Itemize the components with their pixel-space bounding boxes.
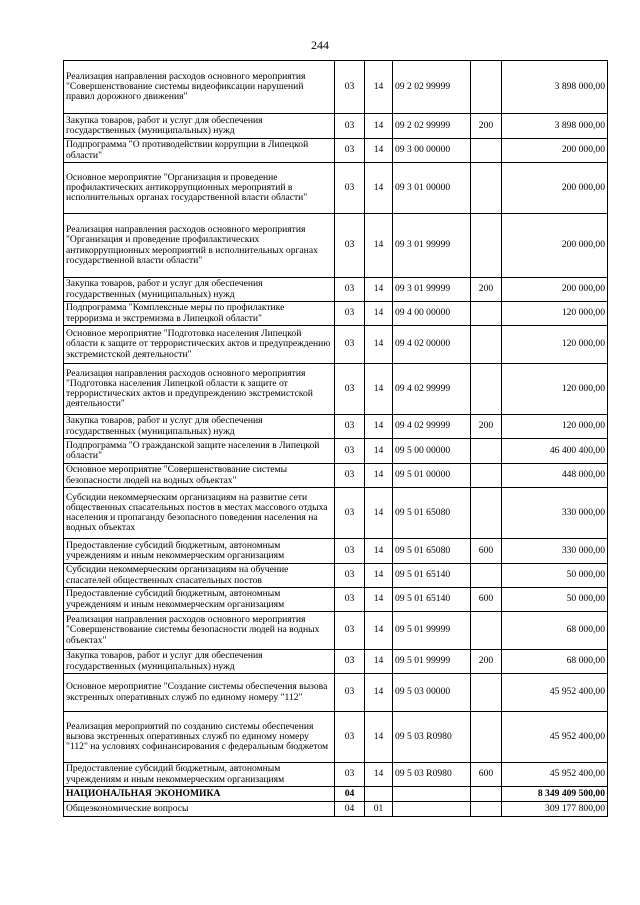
amount-cell: 200 000,00 [502, 214, 608, 278]
target-article-cell: 09 2 02 99999 [393, 114, 471, 139]
section-code-cell: 03 [335, 364, 365, 415]
subsection-code-cell: 14 [365, 712, 393, 763]
amount-cell: 3 898 000,00 [502, 61, 608, 114]
expense-name-cell: Подпрограмма "О гражданской защите населения в Липецкой области" [64, 439, 335, 464]
section-code-cell: 03 [335, 564, 365, 588]
subsection-code-cell: 01 [365, 802, 393, 817]
expense-name-cell: НАЦИОНАЛЬНАЯ ЭКОНОМИКА [64, 787, 335, 802]
subsection-code-cell: 14 [365, 415, 393, 439]
expense-type-cell [471, 612, 502, 650]
amount-cell: 120 000,00 [502, 326, 608, 364]
section-code-cell: 03 [335, 674, 365, 712]
section-code-cell: 03 [335, 612, 365, 650]
section-code-cell: 03 [335, 278, 365, 302]
expense-type-cell [471, 802, 502, 817]
table-row [64, 712, 608, 763]
amount-cell: 46 400 400,00 [502, 439, 608, 464]
amount-cell: 45 952 400,00 [502, 763, 608, 787]
amount-cell: 120 000,00 [502, 415, 608, 439]
expense-name-cell: Закупка товаров, работ и услуг для обеспечения государственных (муниципальных) нужд [64, 650, 335, 674]
expense-name-cell: Закупка товаров, работ и услуг для обеспечения государственных (муниципальных) нужд [64, 415, 335, 439]
section-code-cell: 03 [335, 302, 365, 326]
target-article-cell: 09 3 01 99999 [393, 278, 471, 302]
table-row [64, 488, 608, 539]
target-article-cell [393, 787, 471, 802]
section-code-cell: 03 [335, 415, 365, 439]
table-row [64, 61, 608, 114]
subsection-code-cell: 14 [365, 488, 393, 539]
subsection-code-cell: 14 [365, 464, 393, 488]
table-row [64, 650, 608, 674]
subsection-code-cell [365, 787, 393, 802]
expense-type-cell [471, 439, 502, 464]
target-article-cell: 09 5 01 65080 [393, 488, 471, 539]
amount-cell: 68 000,00 [502, 612, 608, 650]
expense-type-cell [471, 674, 502, 712]
amount-cell: 330 000,00 [502, 539, 608, 564]
amount-cell: 200 000,00 [502, 139, 608, 163]
expense-name-cell: Основное мероприятие "Организация и проведение профилактических антикоррупционных мероприятий в исполнительных органах государственной власти области" [64, 163, 335, 214]
subsection-code-cell: 14 [365, 650, 393, 674]
target-article-cell: 09 4 02 00000 [393, 326, 471, 364]
table-row [64, 302, 608, 326]
target-article-cell [393, 802, 471, 817]
table-row [64, 278, 608, 302]
expense-name-cell: Основное мероприятие "Совершенствование системы безопасности людей на водных объектах" [64, 464, 335, 488]
section-code-cell: 03 [335, 464, 365, 488]
subsection-code-cell: 14 [365, 564, 393, 588]
section-code-cell: 03 [335, 488, 365, 539]
section-code-cell: 03 [335, 214, 365, 278]
target-article-cell: 09 4 02 99999 [393, 415, 471, 439]
expense-type-cell [471, 712, 502, 763]
subsection-code-cell: 14 [365, 139, 393, 163]
table-row [64, 439, 608, 464]
target-article-cell: 09 5 01 65140 [393, 564, 471, 588]
section-code-cell: 03 [335, 114, 365, 139]
target-article-cell: 09 5 03 R0980 [393, 763, 471, 787]
subsection-code-cell: 14 [365, 278, 393, 302]
budget-table-body [64, 61, 608, 817]
expense-name-cell: Реализация мероприятий по созданию системы обеспечения вызова экстренных оперативных служб по единому номеру "112" на условиях софинансирования с федеральным бюджетом [64, 712, 335, 763]
amount-cell: 68 000,00 [502, 650, 608, 674]
expense-type-cell: 600 [471, 588, 502, 612]
expense-name-cell: Реализация направления расходов основного мероприятия "Подготовка населения Липецкой области к защите от террористических актов и предупреждению экстремистской деятельности" [64, 364, 335, 415]
section-code-cell: 03 [335, 139, 365, 163]
expense-name-cell: Субсидии некоммерческим организациям на обучение спасателей общественных спасательных постов [64, 564, 335, 588]
subsection-code-cell: 14 [365, 163, 393, 214]
amount-cell: 50 000,00 [502, 564, 608, 588]
amount-cell: 3 898 000,00 [502, 114, 608, 139]
subsection-code-cell: 14 [365, 588, 393, 612]
expense-type-cell [471, 364, 502, 415]
expense-type-cell [471, 61, 502, 114]
target-article-cell: 09 5 01 00000 [393, 464, 471, 488]
target-article-cell: 09 3 00 00000 [393, 139, 471, 163]
section-code-cell: 03 [335, 588, 365, 612]
expense-type-cell [471, 787, 502, 802]
section-code-cell: 03 [335, 650, 365, 674]
target-article-cell: 09 4 02 99999 [393, 364, 471, 415]
amount-cell: 45 952 400,00 [502, 674, 608, 712]
table-row [64, 674, 608, 712]
expense-type-cell [471, 214, 502, 278]
table-row [64, 326, 608, 364]
expense-name-cell: Предоставление субсидий бюджетным, автономным учреждениям и иным некоммерческим организациям [64, 539, 335, 564]
table-row [64, 612, 608, 650]
amount-cell: 330 000,00 [502, 488, 608, 539]
target-article-cell: 09 5 01 65080 [393, 539, 471, 564]
table-row [64, 763, 608, 787]
amount-cell: 8 349 409 500,00 [502, 787, 608, 802]
amount-cell: 200 000,00 [502, 278, 608, 302]
table-row [64, 787, 608, 802]
expense-name-cell: Предоставление субсидий бюджетным, автономным учреждениям и иным некоммерческим организациям [64, 763, 335, 787]
expense-type-cell [471, 488, 502, 539]
table-row [64, 564, 608, 588]
table-row [64, 415, 608, 439]
subsection-code-cell: 14 [365, 612, 393, 650]
table-row [64, 802, 608, 817]
amount-cell: 448 000,00 [502, 464, 608, 488]
expense-name-cell: Общеэкономические вопросы [64, 802, 335, 817]
expense-name-cell: Реализация направления расходов основного мероприятия "Организация и проведение профилактических антикоррупционных мероприятий в исполнительных органах государственной власти области" [64, 214, 335, 278]
table-row [64, 139, 608, 163]
subsection-code-cell: 14 [365, 439, 393, 464]
table-row [64, 114, 608, 139]
subsection-code-cell: 14 [365, 763, 393, 787]
expense-name-cell: Реализация направления расходов основного мероприятия "Совершенствование системы безопасности людей на водных объектах" [64, 612, 335, 650]
page-number: 244 [311, 38, 329, 52]
section-code-cell: 03 [335, 439, 365, 464]
section-code-cell: 03 [335, 326, 365, 364]
subsection-code-cell: 14 [365, 302, 393, 326]
table-row [64, 214, 608, 278]
target-article-cell: 09 5 01 99999 [393, 612, 471, 650]
amount-cell: 200 000,00 [502, 163, 608, 214]
expense-name-cell: Реализация направления расходов основного мероприятия "Совершенствование системы видеофиксации нарушений правил дорожного движения" [64, 61, 335, 114]
expense-type-cell [471, 564, 502, 588]
expense-type-cell: 600 [471, 763, 502, 787]
section-code-cell: 04 [335, 802, 365, 817]
expense-name-cell: Основное мероприятие "Подготовка населения Липецкой области к защите от террористических актов и предупреждению экстремистской деятельности" [64, 326, 335, 364]
target-article-cell: 09 2 02 99999 [393, 61, 471, 114]
target-article-cell: 09 3 01 99999 [393, 214, 471, 278]
budget-table [63, 60, 608, 817]
target-article-cell: 09 5 03 R0980 [393, 712, 471, 763]
expense-type-cell [471, 163, 502, 214]
table-row [64, 539, 608, 564]
subsection-code-cell: 14 [365, 114, 393, 139]
section-code-cell: 03 [335, 539, 365, 564]
expense-type-cell: 200 [471, 650, 502, 674]
subsection-code-cell: 14 [365, 214, 393, 278]
table-row [64, 464, 608, 488]
expense-type-cell [471, 326, 502, 364]
subsection-code-cell: 14 [365, 326, 393, 364]
expense-name-cell: Предоставление субсидий бюджетным, автономным учреждениям и иным некоммерческим организациям [64, 588, 335, 612]
subsection-code-cell: 14 [365, 364, 393, 415]
section-code-cell: 04 [335, 787, 365, 802]
target-article-cell: 09 3 01 00000 [393, 163, 471, 214]
expense-name-cell: Субсидии некоммерческим организациям на развитие сети общественных спасательных постов в местах массового отдыха населения и пропаганду безопасного поведения населения на водных объектах [64, 488, 335, 539]
expense-type-cell: 200 [471, 415, 502, 439]
amount-cell: 120 000,00 [502, 364, 608, 415]
subsection-code-cell: 14 [365, 61, 393, 114]
subsection-code-cell: 14 [365, 539, 393, 564]
target-article-cell: 09 5 01 99999 [393, 650, 471, 674]
section-code-cell: 03 [335, 61, 365, 114]
expense-type-cell [471, 464, 502, 488]
expense-name-cell: Основное мероприятие "Создание системы обеспечения вызова экстренных оперативных служб по единому номеру "112" [64, 674, 335, 712]
table-row [64, 588, 608, 612]
subsection-code-cell: 14 [365, 674, 393, 712]
section-code-cell: 03 [335, 763, 365, 787]
amount-cell: 120 000,00 [502, 302, 608, 326]
target-article-cell: 09 5 01 65140 [393, 588, 471, 612]
target-article-cell: 09 5 03 00000 [393, 674, 471, 712]
section-code-cell: 03 [335, 712, 365, 763]
table-row [64, 163, 608, 214]
amount-cell: 50 000,00 [502, 588, 608, 612]
table-row [64, 364, 608, 415]
expense-type-cell: 200 [471, 278, 502, 302]
expense-name-cell: Подпрограмма "О противодействии коррупции в Липецкой области" [64, 139, 335, 163]
target-article-cell: 09 5 00 00000 [393, 439, 471, 464]
expense-type-cell: 200 [471, 114, 502, 139]
amount-cell: 45 952 400,00 [502, 712, 608, 763]
section-code-cell: 03 [335, 163, 365, 214]
expense-name-cell: Подпрограмма "Комплексные меры по профилактике терроризма и экстремизма в Липецкой области" [64, 302, 335, 326]
expense-name-cell: Закупка товаров, работ и услуг для обеспечения государственных (муниципальных) нужд [64, 278, 335, 302]
expense-type-cell [471, 302, 502, 326]
expense-type-cell [471, 139, 502, 163]
expense-name-cell: Закупка товаров, работ и услуг для обеспечения государственных (муниципальных) нужд [64, 114, 335, 139]
target-article-cell: 09 4 00 00000 [393, 302, 471, 326]
amount-cell: 309 177 800,00 [502, 802, 608, 817]
expense-type-cell: 600 [471, 539, 502, 564]
